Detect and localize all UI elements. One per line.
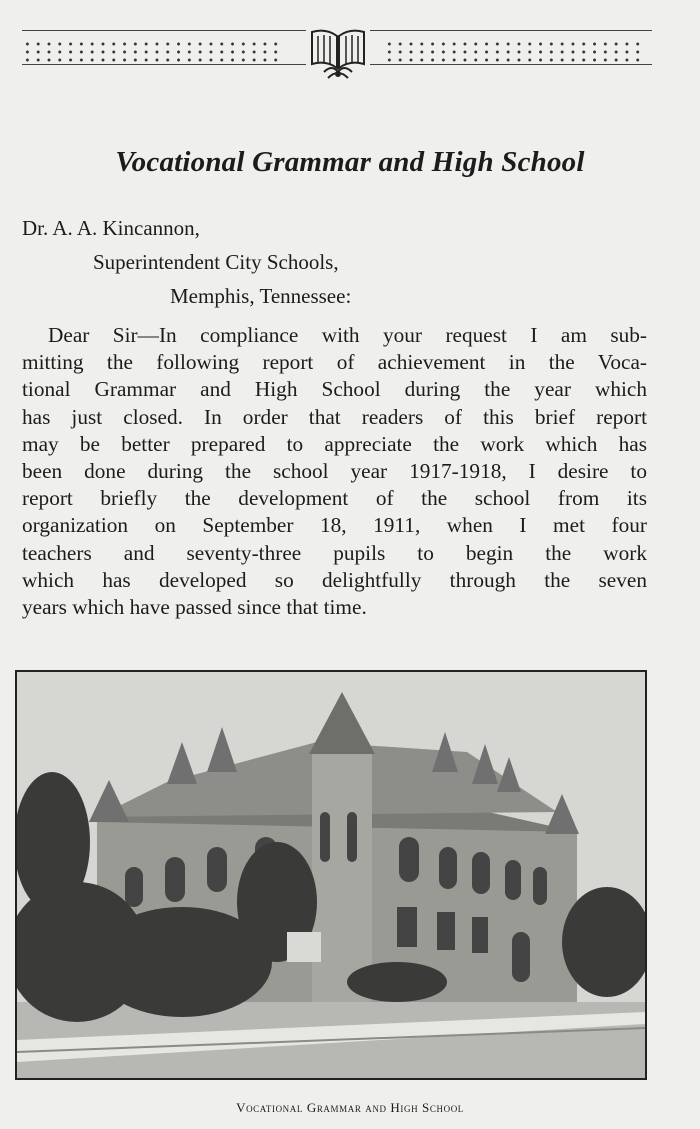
body-line: teachers and seventy-three pupils to begin the work: [22, 540, 647, 565]
body-line: may be better prepared to appreciate the work which has: [22, 431, 647, 456]
address-line-3: Memphis, Tennessee:: [170, 284, 352, 308]
body-line: which has developed so delightfully through the seven: [22, 567, 647, 592]
address-line-2: Superintendent City Schools,: [93, 250, 339, 274]
photo-caption: Vocational Grammar and High School: [236, 1100, 464, 1115]
body-line: has just closed. In order that readers of this brief report: [22, 404, 647, 429]
body-line: tional Grammar and High School during the year which: [22, 377, 647, 402]
letter-body: [22, 322, 647, 621]
ornament-dots-left: [22, 40, 280, 62]
ornament-dots-right: [384, 40, 642, 62]
body-line: organization on September 18, 1911, when I met four: [22, 513, 647, 538]
body-line: years which have passed since that time.: [22, 595, 367, 620]
body-line: report briefly the development of the school from its: [22, 486, 647, 511]
body-line: Dear Sir—In compliance with your request I am sub-: [48, 323, 647, 347]
body-line: been done during the school year 1917-1918, I desire to: [22, 459, 647, 484]
body-line: mitting the following report of achievement in the Voca-: [22, 350, 647, 375]
page-title: Vocational Grammar and High School: [115, 146, 585, 178]
header-ornament: [22, 24, 652, 82]
address-line-1: Dr. A. A. Kincannon,: [22, 216, 200, 240]
school-building-photo: [15, 670, 647, 1080]
open-book-icon: [306, 24, 370, 82]
